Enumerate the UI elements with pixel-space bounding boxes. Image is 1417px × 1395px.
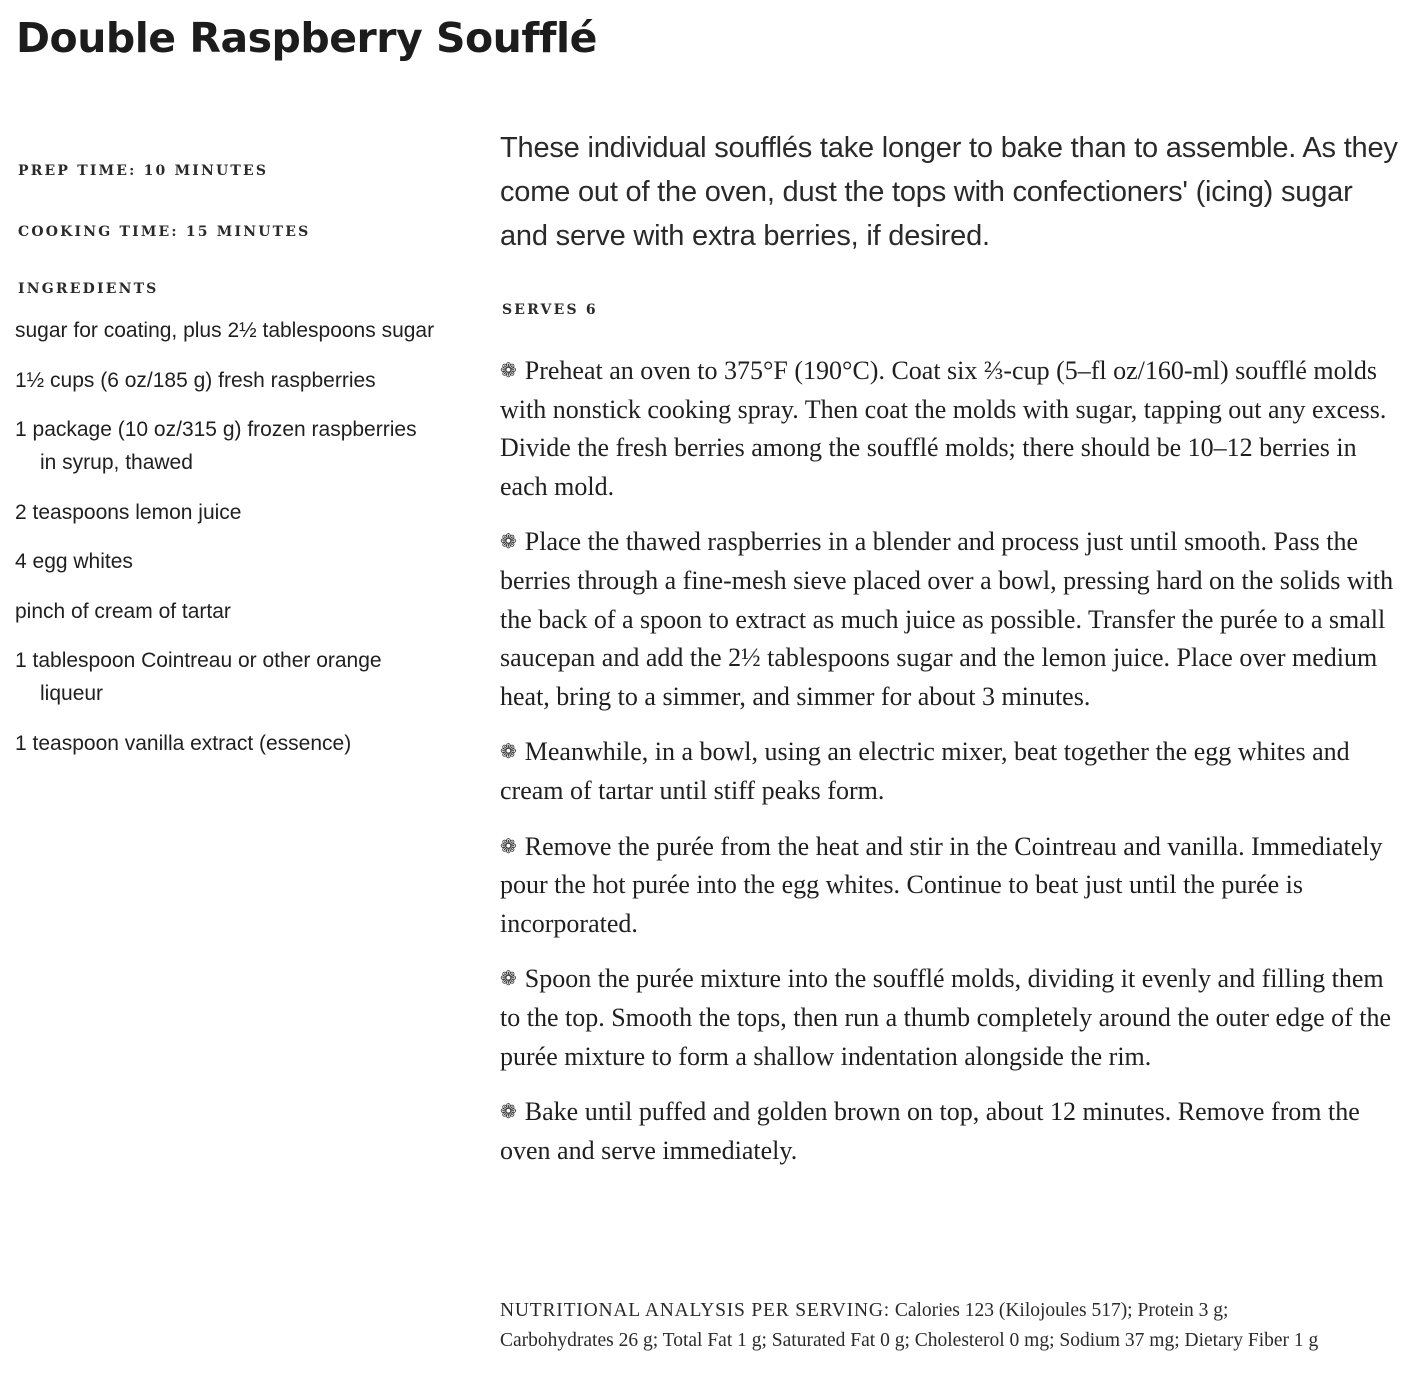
flower-bullet-icon: ❁ [500,1101,517,1124]
step-text: Preheat an oven to 375°F (190°C). Coat six ⅔-cup (5–fl oz/160-ml) soufflé molds with nonstick cooking spray. Then coat the molds with sugar, tapping out any excess. Divide the fresh berries among the soufflé molds; there should be 10–12 berries in each mold. [500,356,1387,501]
ingredients-list [15,314,435,776]
recipe-title: Double Raspberry Soufflé [16,14,597,62]
method-step [500,960,1400,1076]
step-text: Meanwhile, in a bowl, using an electric mixer, beat together the egg whites and cream of tartar until stiff peaks form. [500,737,1350,805]
nutrition-info [500,1296,1340,1356]
ingredient-item: 1 tablespoon Cointreau or other orange liqueur [15,649,382,705]
ingredient-item: 2 teaspoons lemon juice [15,500,242,524]
nutrition-text: Calories 123 (Kilojoules 517); Protein 3 g; Carbohydrates 26 g; Total Fat 1 g; Saturated Fat 0 g; Cholesterol 0 mg; Sodium 37 mg; Dietary Fiber 1 g [500,1300,1319,1351]
ingredient-item: 4 egg whites [15,550,133,573]
step-text: Remove the purée from the heat and stir in the Cointreau and vanilla. Immediately pour the hot purée into the egg whites. Continue to beat just until the purée is incorporated. [500,831,1383,938]
flower-bullet-icon: ❁ [500,968,517,991]
step-text: Place the thawed raspberries in a blender and process just until smooth. Pass the berries through a fine-mesh sieve placed over a bowl, pressing hard on the solids with the back of a spoon to extract as much juice as possible. Transfer the purée to a small saucepan and add the 2½ tablespoons sugar and the lemon juice. Place over medium heat, bring to a simmer, and simmer for about 3 minutes. [500,527,1394,711]
recipe-intro: These individual soufflés take longer to bake than to assemble. As they come out of the oven, dust the tops with confectioners' (icing) sugar and serve with extra berries, if desired. [500,132,1398,252]
ingredient-item: 1 package (10 oz/315 g) frozen raspberries in syrup, thawed [15,418,417,474]
serves-label: SERVES 6 [502,302,598,318]
step-text: Spoon the purée mixture into the soufflé molds, dividing it evenly and filling them to the top. Smooth the tops, then run a thumb completely around the outer edge of the purée mixture to form a shallow indentation alongside the rim. [500,964,1392,1071]
ingredient-item: sugar for coating, plus 2½ tablespoons sugar [15,319,435,342]
nutrition-label: NUTRITIONAL ANALYSIS PER SERVING: [500,1300,890,1321]
cooking-time: COOKING TIME: 15 MINUTES [18,224,311,240]
ingredients-heading: INGREDIENTS [18,281,159,297]
step-text: Bake until puffed and golden brown on top, about 12 minutes. Remove from the oven and serve immediately. [500,1097,1360,1165]
ingredient-item: pinch of cream of tartar [15,599,231,623]
method-step [500,828,1400,944]
method-step [500,733,1400,810]
flower-bullet-icon: ❁ [500,360,517,382]
ingredient-item: 1½ cups (6 oz/185 g) fresh raspberries [15,368,376,392]
method-step [500,523,1400,716]
method-step [500,352,1400,506]
flower-bullet-icon: ❁ [500,531,517,554]
flower-bullet-icon: ❁ [500,741,517,764]
flower-bullet-icon: ❁ [500,835,517,858]
ingredient-item: 1 teaspoon vanilla extract (essence) [15,731,352,755]
prep-time: PREP TIME: 10 MINUTES [18,163,269,179]
method-step [500,1093,1400,1170]
method-steps [500,352,1400,1187]
recipe-main [500,126,1400,1165]
